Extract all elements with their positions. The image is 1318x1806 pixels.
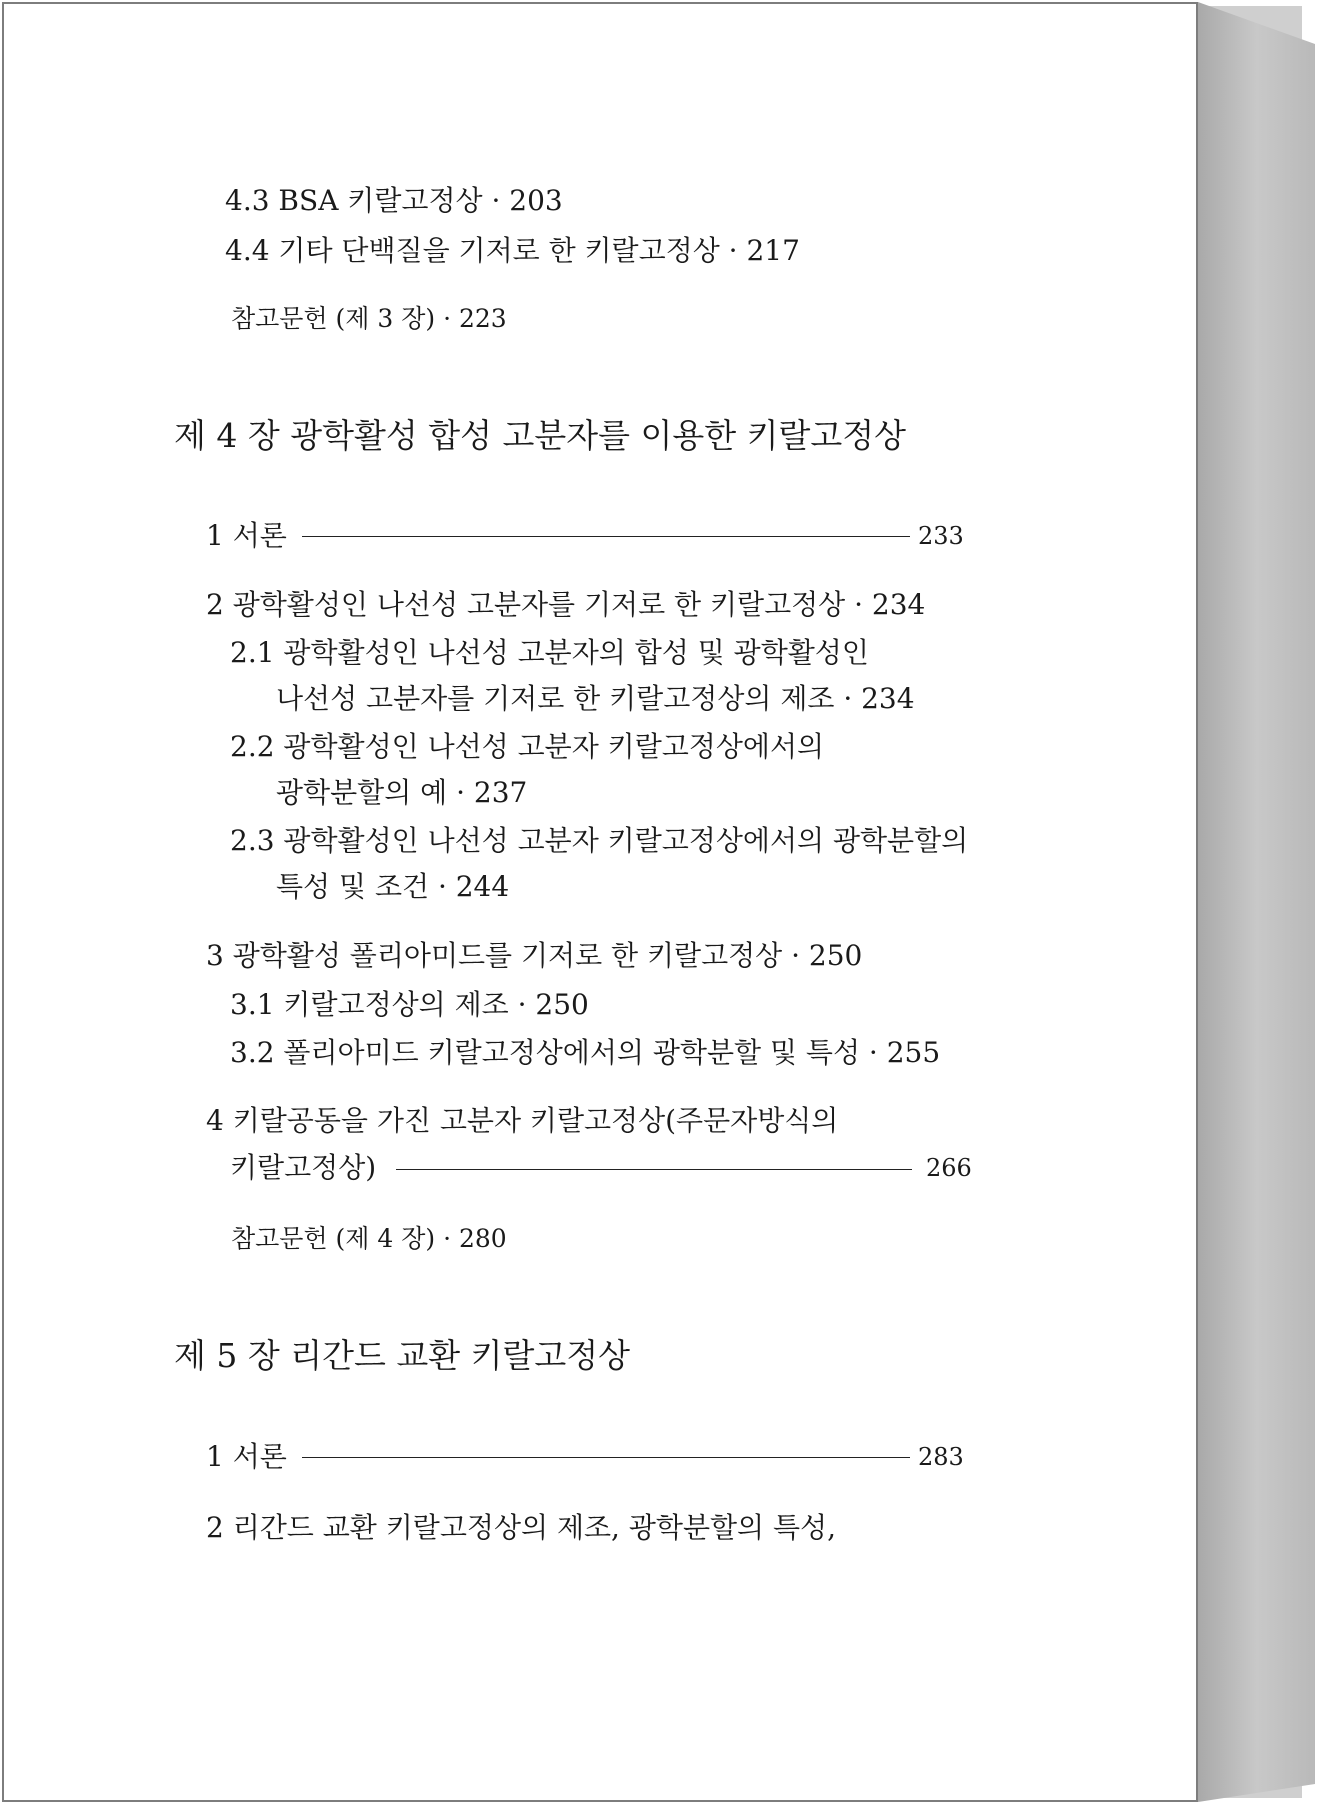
book-page — [2, 2, 1198, 1802]
chapter-5-heading: 제 5 장 리간드 교환 키랄고정상 — [174, 1336, 630, 1375]
book-spine-side — [1198, 2, 1315, 1802]
dotted-leader — [302, 1457, 910, 1458]
toc-references-ch3: 참고문헌 (제 3 장) · 223 — [231, 304, 507, 333]
toc-entry-ch5-1: 1 서론 — [206, 1440, 287, 1473]
page-number: 266 — [926, 1154, 972, 1182]
toc-entry-4-3: 4.3 BSA 키랄고정상 · 203 — [225, 184, 563, 217]
toc-entry-ch4-2-1: 2.1 광학활성인 나선성 고분자의 합성 및 광학활성인 — [230, 636, 869, 669]
toc-entry-ch4-1: 1 서론 — [206, 519, 287, 552]
toc-references-ch4: 참고문헌 (제 4 장) · 280 — [231, 1224, 507, 1253]
chapter-4-heading: 제 4 장 광학활성 합성 고분자를 이용한 키랄고정상 — [174, 416, 906, 455]
toc-entry-ch5-2: 2 리간드 교환 키랄고정상의 제조, 광학분할의 특성, — [206, 1511, 836, 1544]
toc-entry-ch4-4: 4 키랄공동을 가진 고분자 키랄고정상(주문자방식의 — [206, 1104, 839, 1137]
dotted-leader — [302, 536, 910, 537]
toc-entry-ch4-4-cont: 키랄고정상) — [230, 1151, 377, 1184]
toc-entry-ch4-2-1-cont: 나선성 고분자를 기저로 한 키랄고정상의 제조 · 234 — [276, 682, 915, 715]
toc-entry-ch4-2-3: 2.3 광학활성인 나선성 고분자 키랄고정상에서의 광학분할의 — [230, 824, 969, 857]
toc-entry-4-4: 4.4 기타 단백질을 기저로 한 키랄고정상 · 217 — [225, 234, 800, 267]
toc-entry-ch4-3-1: 3.1 키랄고정상의 제조 · 250 — [230, 988, 589, 1021]
toc-entry-ch4-2-3-cont: 특성 및 조건 · 244 — [276, 870, 510, 903]
toc-entry-ch4-2: 2 광학활성인 나선성 고분자를 기저로 한 키랄고정상 · 234 — [206, 588, 926, 621]
page-number: 233 — [918, 522, 964, 550]
toc-entry-ch4-2-2-cont: 광학분할의 예 · 237 — [276, 776, 528, 809]
dotted-leader — [396, 1169, 912, 1170]
toc-entry-ch4-3-2: 3.2 폴리아미드 키랄고정상에서의 광학분할 및 특성 · 255 — [230, 1036, 941, 1069]
toc-entry-ch4-2-2: 2.2 광학활성인 나선성 고분자 키랄고정상에서의 — [230, 730, 825, 763]
toc-entry-ch4-3: 3 광학활성 폴리아미드를 기저로 한 키랄고정상 · 250 — [206, 939, 863, 972]
page-number: 283 — [918, 1443, 964, 1471]
